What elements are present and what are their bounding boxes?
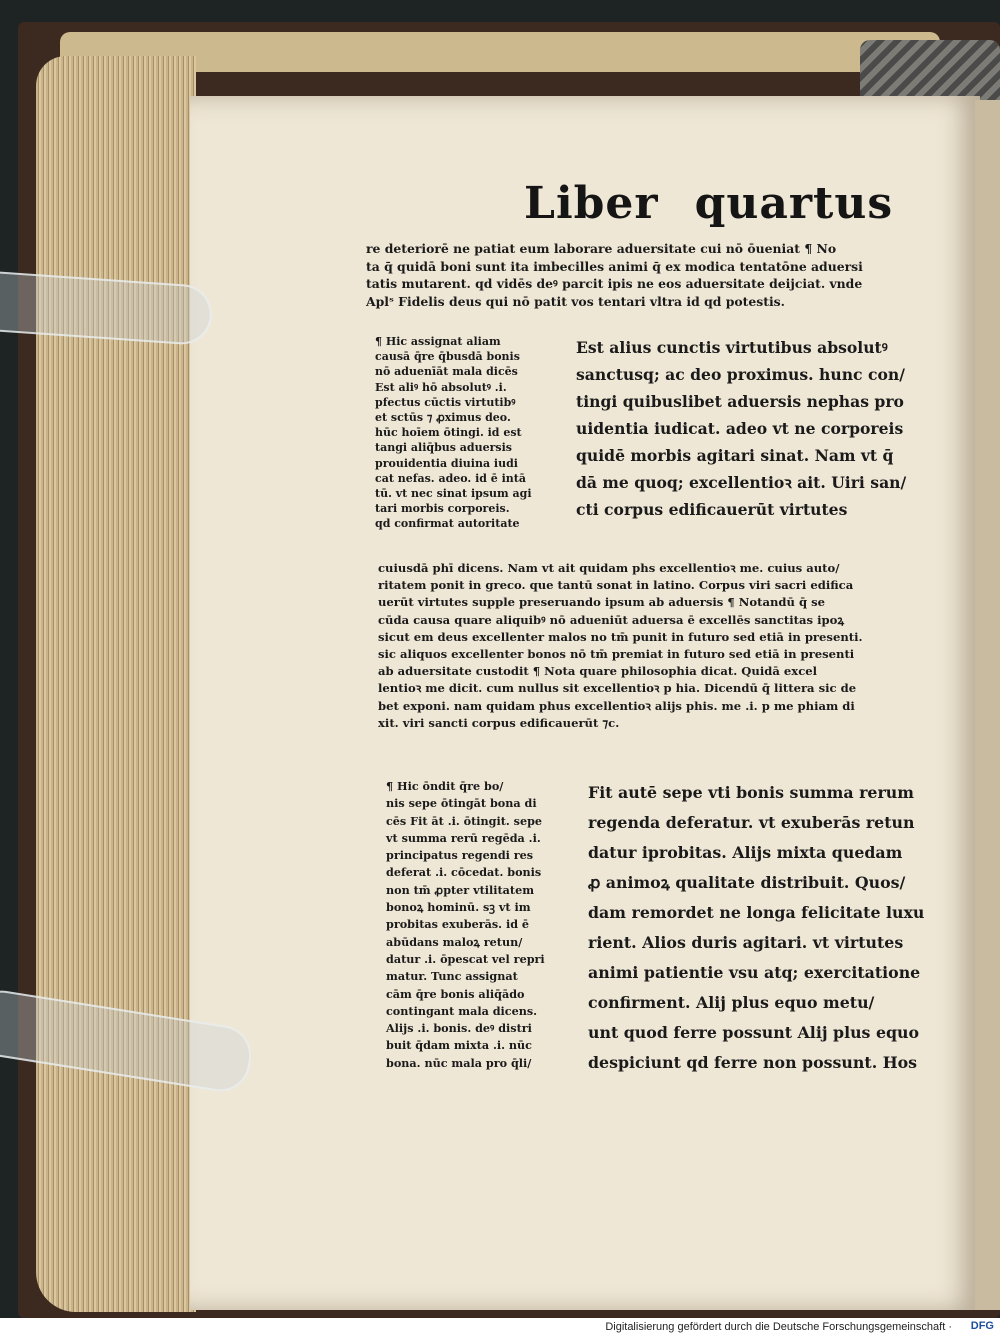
text-line: confirment. Alij plus equo metu/: [588, 993, 875, 1012]
text-line: sanctusq; ac deo proximus. hunc con/: [576, 365, 905, 384]
text-line: uidentia iudicat. adeo vt ne corporeis: [576, 419, 904, 438]
commentary-full-width: [378, 560, 863, 732]
text-line: ¶ Hic ōndit q̄re bo/: [386, 779, 504, 793]
text-line: ¶ Hic assignat aliam: [375, 335, 501, 348]
text-line: prouidentia diuina iudi: [375, 456, 518, 470]
text-line: cām q̄re bonis aliq̄ādo: [386, 986, 525, 1001]
text-line: hūc hoīem ōtingi. id est: [375, 426, 522, 440]
text-line: sicut em deus excellenter malos no tm̄ punit in futuro sed etiā in presenti.: [378, 629, 863, 644]
text-line: et sctūs ⁊ ꝓximus deo.: [375, 411, 511, 425]
dfg-logo: DFG: [970, 1320, 994, 1332]
text-line: Alijs .i. bonis. deꝰ distri: [386, 1021, 532, 1036]
text-line: bonoꝝ hominū. sꝫ vt im: [386, 900, 531, 915]
text-line: contingant mala dicens.: [386, 1003, 538, 1018]
text-line: abūdans maloꝝ retun/: [386, 934, 523, 949]
text-line: bet exponi. nam quidam phus excellentioꝛ alijs phis. me .i. p me phiam di: [378, 698, 855, 713]
running-title-word-2: quartus: [694, 178, 894, 229]
facing-page-edge: [975, 100, 1000, 1310]
top-text-block: [366, 240, 863, 310]
text-line: sic aliquos excellenter bonos nō tm̄ premiat in futuro sed etiā in presenti: [378, 647, 855, 662]
main-text-column-1: [576, 334, 906, 523]
text-line: cat nefas. adeo. id ē intā: [375, 471, 526, 485]
text-line: ta q̄ quidā boni sunt ita imbecilles animi q̄ ex modica tentatōne aduersi: [366, 258, 863, 274]
text-line: quidē morbis agitari sinat. Nam vt q̄: [576, 446, 894, 465]
text-line: Aplˢ Fidelis deus qui nō patit vos tentari vltra id qd potestis.: [366, 293, 785, 309]
text-line: nis sepe ōtingāt bona di: [386, 796, 537, 811]
text-line: qd confirmat autoritate: [375, 517, 520, 531]
text-line: probitas exuberās. id ē: [386, 917, 530, 932]
commentary-column-1: [375, 334, 532, 532]
text-line: tari morbis corporeis.: [375, 502, 510, 516]
text-line: ꝓ animoꝝ qualitate distribuit. Quos/: [588, 873, 906, 892]
text-line: dam remordet ne longa felicitate luxu: [588, 903, 925, 922]
text-line: Fit autē sepe vti bonis summa rerum: [588, 783, 914, 802]
text-line: non tm̄ ꝓpter vtilitatem: [386, 882, 535, 897]
text-line: re deteriorē ne patiat eum laborare aduersitate cui nō ōueniat ¶ No: [366, 241, 837, 256]
text-line: tingi quibuslibet aduersis nephas pro: [576, 392, 904, 411]
text-line: Est aliꝰ hō absolutꝰ .i.: [375, 380, 507, 394]
text-line: xit. viri sancti corpus edificauerūt ⁊c.: [378, 715, 620, 730]
footer-bar: [0, 1318, 1000, 1338]
text-line: unt quod ferre possunt Alij plus equo: [588, 1023, 920, 1042]
text-line: animi patientie vsu atq; exercitatione: [588, 963, 921, 982]
text-line: pfectus cūctis virtutibꝰ: [375, 395, 516, 409]
text-line: uerūt virtutes supple preseruando ipsum ab aduersis ¶ Notandū q̄ se: [378, 595, 826, 610]
text-line: ab aduersitate custodit ¶ Nota quare philosophia dicat. Quidā excel: [378, 664, 818, 679]
text-line: causā q̄re q̄busdā bonis: [375, 350, 520, 364]
running-title: [524, 178, 893, 229]
text-line: Est alius cunctis virtutibus absolutꝰ: [576, 338, 888, 357]
running-title-word-1: Liber: [524, 178, 659, 229]
text-line: dā me quoq; excellentioꝛ ait. Uiri san/: [576, 473, 907, 492]
text-line: tatis mutarent. qd vidēs deꝰ parcit ipis ne eos aduersitate deijciat. vnde: [366, 276, 863, 291]
text-line: nō aduenīāt mala dicēs: [375, 365, 518, 379]
text-line: rient. Alios duris agitari. vt virtutes: [588, 933, 904, 952]
text-line: bona. nūc mala pro q̄li/: [386, 1055, 532, 1070]
text-line: matur. Tunc assignat: [386, 969, 518, 984]
commentary-column-2: [386, 778, 545, 1072]
text-line: cti corpus edificauerūt virtutes: [576, 500, 848, 519]
text-line: datur .i. ōpescat vel repri: [386, 951, 545, 966]
text-line: principatus regendi res: [386, 848, 534, 863]
text-line: vt summa rerū regēda .i.: [386, 830, 541, 845]
text-line: tū. vt nec sinat ipsum agi: [375, 487, 532, 501]
text-line: cūda causa quare aliquibꝰ nō adueniūt aduersa ē excellēs sanctitas ipoꝝ: [378, 612, 845, 627]
text-line: deferat .i. cōcedat. bonis: [386, 865, 542, 880]
main-text-column-2: [588, 778, 924, 1078]
text-line: regenda deferatur. vt exuberās retun: [588, 813, 915, 832]
text-line: despiciunt qd ferre non possunt. Hos: [588, 1053, 918, 1072]
text-line: cēs Fit āt .i. ōtingit. sepe: [386, 813, 543, 828]
text-line: ritatem ponit in greco. que tantū sonat in latino. Corpus viri sacri edifica: [378, 578, 854, 593]
page-edges: [36, 56, 196, 1312]
text-line: lentioꝛ me dicit. cum nullus sit excellentioꝛ p hia. Dicendū q̄ littera sic de: [378, 681, 857, 696]
text-line: cuiusdā phī dicens. Nam vt ait quidam phs excellentioꝛ me. cuius auto/: [378, 561, 840, 575]
text-line: datur iprobitas. Alijs mixta quedam: [588, 843, 903, 862]
text-line: buit q̄dam mixta .i. nūc: [386, 1038, 532, 1053]
funding-credit: Digitalisierung gefördert durch die Deutsche Forschungsgemeinschaft ·: [605, 1321, 952, 1333]
text-line: tangi aliq̄bus aduersis: [375, 441, 512, 455]
